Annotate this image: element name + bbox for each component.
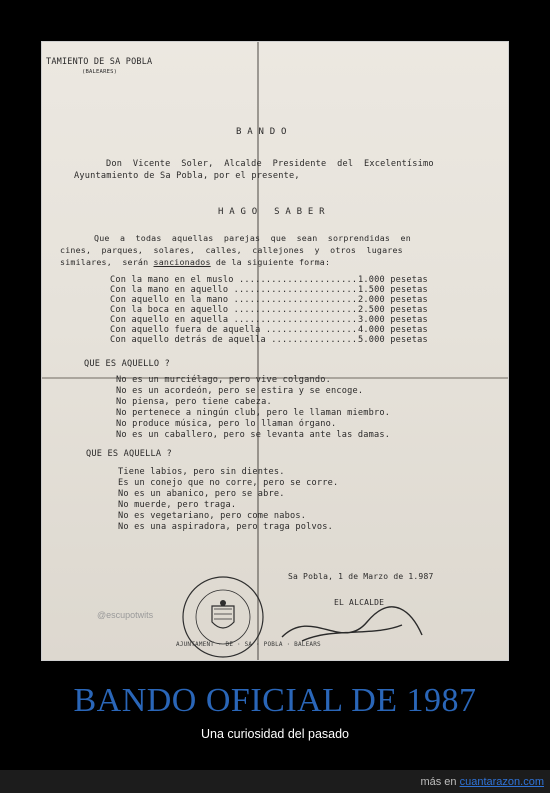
fine-amount: 4.000 pesetas: [358, 325, 428, 335]
intro-line-2: Ayuntamiento de Sa Pobla, por el presente,: [74, 171, 300, 181]
fine-row: [110, 286, 428, 295]
fine-row: [110, 316, 428, 325]
signature-scribble: [272, 597, 432, 657]
fine-row: [110, 326, 428, 335]
fine-amount: 1.000 pesetas: [358, 275, 428, 285]
answer-1-line: No piensa, pero tiene cabeza.: [116, 397, 272, 407]
fine-description: Con aquello en aquella .......................: [110, 315, 358, 325]
body-line-2: cines, parques, solares, calles, callejones y otros lugares: [60, 245, 403, 255]
fine-amount: 3.000 pesetas: [358, 315, 428, 325]
question-2: QUE ES AQUELLA ?: [86, 449, 172, 459]
body-line-1: Que a todas aquellas parejas que sean sorprendidas en: [94, 233, 411, 243]
hago-saber-heading: H A G O S A B E R: [218, 207, 325, 217]
caption-subtitle: Una curiosidad del pasado: [200, 727, 350, 741]
body-line-3: [60, 258, 330, 266]
fine-amount: 2.500 pesetas: [358, 305, 428, 315]
fine-description: Con aquello fuera de aquella .................: [110, 325, 358, 335]
fine-amount: 5.000 pesetas: [358, 335, 428, 345]
watermark-credit: @escupotwits: [97, 610, 154, 620]
footer-bar: [0, 770, 550, 793]
body-line-3-underlined: sancionados: [153, 257, 211, 267]
fine-amount: 2.000 pesetas: [358, 295, 428, 305]
signature-title: EL ALCALDE: [334, 598, 385, 607]
fine-row: [110, 296, 428, 305]
answer-1-line: No produce música, pero lo llaman órgano.: [116, 419, 337, 429]
answer-2-line: No es un abanico, pero se abre.: [118, 489, 285, 499]
body-line-3-pre: similares, serán: [60, 257, 154, 267]
answer-2-line: Es un conejo que no corre, pero se corre.: [118, 478, 339, 488]
date-line: Sa Pobla, 1 de Marzo de 1.987: [288, 572, 434, 581]
answer-2-line: No es vegetariano, pero come nabos.: [118, 511, 307, 521]
answer-1-line: No pertenece a ningún club, pero le llaman miembro.: [116, 408, 391, 418]
fine-amount: 1.500 pesetas: [358, 285, 428, 295]
answer-1-line: No es un murciélago, pero vive colgando.: [116, 375, 331, 385]
answer-2-line: Tiene labios, pero sin dientes.: [118, 467, 285, 477]
fine-row: [110, 306, 428, 315]
question-1: QUE ES AQUELLO ?: [84, 359, 170, 369]
fine-description: Con la boca en aquello .......................: [110, 305, 358, 315]
fine-row: [110, 336, 428, 345]
bando-heading: B A N D O: [236, 127, 287, 137]
seal-text: AJUNTAMENT · DE · SA · POBLA · BALEARS: [176, 641, 321, 648]
intro-line-1: Don Vicente Soler, Alcalde Presidente del Excelentísimo: [106, 159, 434, 169]
fine-description: Con aquello detrás de aquella ................: [110, 335, 358, 345]
document-header: TAMIENTO DE SA POBLA: [46, 57, 153, 67]
document-photo-frame: [41, 41, 509, 661]
fine-description: Con la mano en aquello .......................: [110, 285, 358, 295]
answer-2-line: No es una aspiradora, pero traga polvos.: [118, 522, 333, 532]
fine-description: Con aquello en la mano .......................: [110, 295, 358, 305]
fine-description: Con la mano en el muslo ......................: [110, 275, 358, 285]
answer-1-line: No es un acordeón, pero se estira y se encoge.: [116, 386, 364, 396]
site-link[interactable]: cuantarazon.com: [459, 776, 544, 788]
document-header-sub: (BALEARES): [82, 69, 118, 75]
fine-row: [110, 276, 428, 285]
answer-1-line: No es un caballero, pero se levanta ante las damas.: [116, 430, 391, 440]
body-line-3-post: de la siguiente forma:: [210, 257, 331, 267]
caption-title: BANDO OFICIAL DE 1987: [73, 682, 477, 719]
answer-2-line: No muerde, pero traga.: [118, 500, 237, 510]
footer-prefix: más en: [420, 776, 460, 788]
footer-text: [420, 776, 544, 788]
